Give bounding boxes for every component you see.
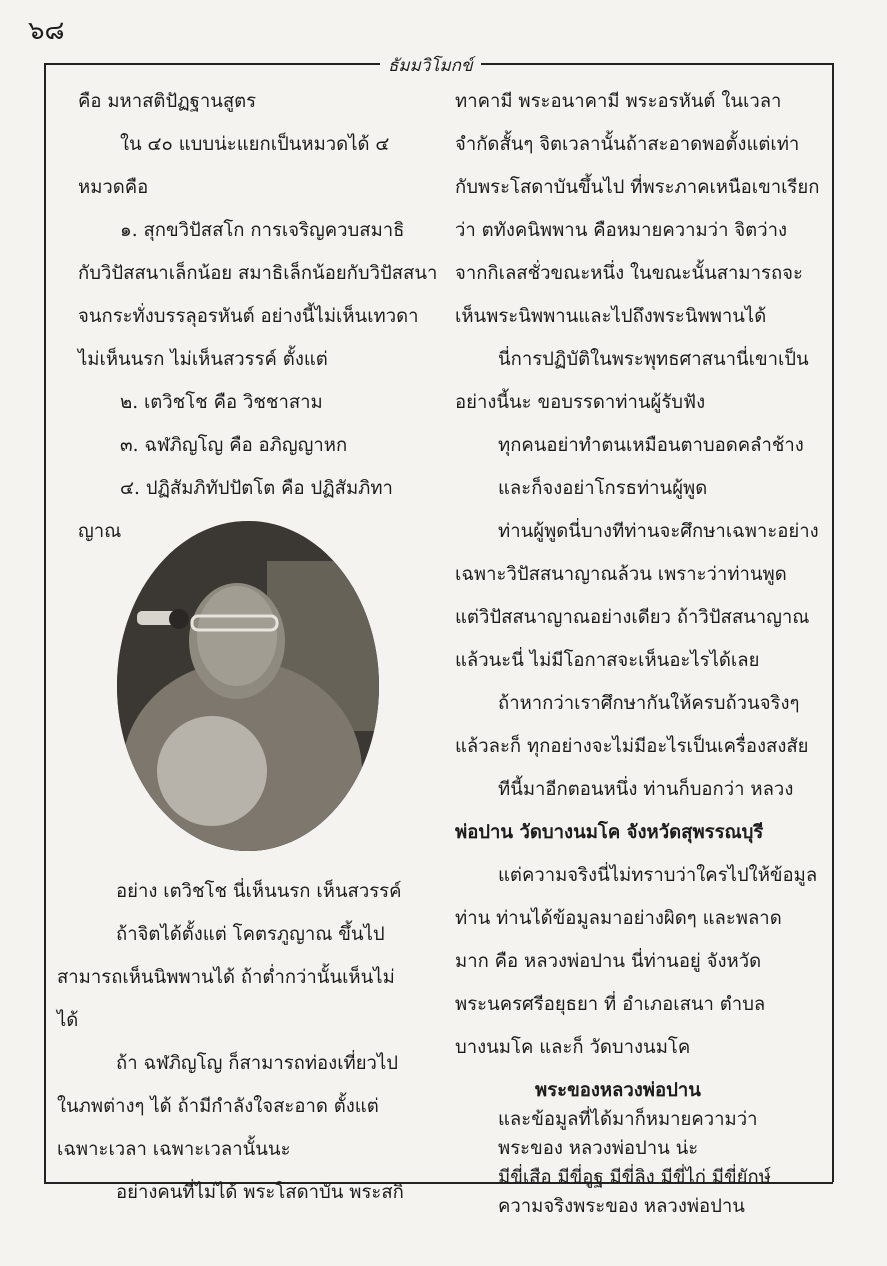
left-line-15: ได้ — [57, 1010, 79, 1031]
right-line-8: อย่างนี้นะ ขอบรรดาท่านผู้รับฟัง — [455, 392, 706, 413]
left-line-8: ๒. เตวิชโช คือ วิชชาสาม — [120, 392, 323, 413]
right-line-13: แต่วิปัสสนาญาณอย่างเดียว ถ้าวิปัสสนาญาณ — [455, 607, 810, 628]
right-line-4: ว่า ตทังคนิพพาน คือหมายความว่า จิตว่าง — [455, 220, 787, 241]
right-line-16: แล้วละก็ ทุกอย่างจะไม่มีอะไรเป็นเครื่องสงสัย — [455, 736, 809, 757]
left-line-11: ญาณ — [78, 521, 122, 542]
right-line-2: จำกัดสั้นๆ จิตเวลานั้นถ้าสะอาดพอตั้งแต่เท่า — [455, 134, 800, 155]
left-line-16: ถ้า ฉฬภิญโญ ก็สามารถท่องเที่ยวไป — [116, 1053, 398, 1074]
left-line-17: ในภพต่างๆ ได้ ถ้ามีกำลังใจสะอาด ตั้งแต่ — [57, 1096, 379, 1117]
page-number: ๖๘ — [28, 16, 65, 46]
right-line-10: และก็จงอย่าโกรธท่านผู้พูด — [498, 478, 708, 499]
right-line-11: ท่านผู้พูดนี่บางทีท่านจะศึกษาเฉพาะอย่าง — [498, 521, 819, 542]
left-line-7: ไม่เห็นนรก ไม่เห็นสวรรค์ ตั้งแต่ — [78, 349, 328, 370]
right-line-17: ทีนี้มาอีกตอนหนึ่ง ท่านก็บอกว่า หลวง — [498, 779, 794, 800]
left-line-10: ๔. ปฏิสัมภิทัปปัตโต คือ ปฏิสัมภิทา — [120, 478, 393, 499]
right-line-21: มาก คือ หลวงพ่อปาน นี่ท่านอยู่ จังหวัด — [455, 951, 762, 972]
right-heading: พระของหลวงพ่อปาน — [535, 1080, 701, 1101]
left-line-2: ใน ๔๐ แบบน่ะแยกเป็นหมวดได้ ๔ — [120, 134, 390, 155]
right-line-27: มีขี่เสือ มีขี่อูฐ มีขี่ลิง มีขี่ไก่ มีขี่ยักษ์ — [498, 1167, 771, 1188]
left-line-9: ๓. ฉฬภิญโญ คือ อภิญญาหก — [120, 435, 348, 456]
right-line-19: แต่ความจริงนี่ไม่ทราบว่าใครไปให้ข้อมูล — [498, 865, 818, 886]
right-line-5: จากกิเลสชั่วขณะหนึ่ง ในขณะนั้นสามารถจะ — [455, 263, 803, 284]
left-line-18: เฉพาะเวลา เฉพาะเวลานั้นนะ — [57, 1139, 291, 1160]
left-line-3: หมวดคือ — [78, 177, 149, 198]
right-line-26: พระของ หลวงพ่อปาน น่ะ — [498, 1138, 699, 1159]
right-line-25: และข้อมูลที่ได้มาก็หมายความว่า — [498, 1109, 758, 1130]
right-line-1: ทาคามี พระอนาคามี พระอรหันต์ ในเวลา — [455, 91, 782, 112]
right-line-23: บางนมโค และก็ วัดบางนมโค — [455, 1037, 691, 1058]
right-line-18: พ่อปาน วัดบางนมโค จังหวัดสุพรรณบุรี — [455, 822, 764, 843]
right-line-14: แล้วนะนี่ ไม่มีโอกาสจะเห็นอะไรได้เลย — [455, 650, 760, 671]
right-line-7: นี่การปฏิบัติในพระพุทธศาสนานี่เขาเป็น — [498, 349, 809, 370]
left-line-1: คือ มหาสติปัฏฐานสูตร — [78, 91, 257, 112]
left-line-6: จนกระทั่งบรรลุอรหันต์ อย่างนี้ไม่เห็นเทวดา — [78, 306, 419, 327]
right-line-22: พระนครศรีอยุธยา ที่ อำเภอเสนา ตำบล — [455, 994, 766, 1015]
right-line-28: ความจริงพระของ หลวงพ่อปาน — [498, 1196, 745, 1217]
left-line-14: สามารถเห็นนิพพานได้ ถ้าต่ำกว่านั้นเห็นไม่ — [57, 967, 395, 988]
left-line-4: ๑. สุกขวิปัสสโก การเจริญควบสมาธิ — [120, 220, 405, 241]
portrait-photo — [117, 521, 379, 851]
right-line-12: เฉพาะวิปัสสนาญาณล้วน เพราะว่าท่านพูด — [455, 564, 787, 585]
right-line-3: กับพระโสดาบันขึ้นไป ที่พระภาคเหนือเขาเรียก — [455, 177, 820, 198]
left-line-5: กับวิปัสสนาเล็กน้อย สมาธิเล็กน้อยกับวิปัสสนา — [78, 263, 438, 284]
left-line-12: อย่าง เตวิชโช นี่เห็นนรก เห็นสวรรค์ — [116, 881, 402, 902]
right-line-9: ทุกคนอย่าทำตนเหมือนตาบอดคลำช้าง — [498, 435, 804, 456]
left-line-13: ถ้าจิตได้ตั้งแต่ โคตรภูญาณ ขึ้นไป — [116, 924, 385, 945]
left-line-19: อย่างคนที่ไม่ได้ พระโสดาบัน พระสกิ — [116, 1182, 404, 1203]
running-header: ธัมมวิโมกข์ — [380, 52, 481, 79]
right-line-20: ท่าน ท่านได้ข้อมูลมาอย่างผิดๆ และพลาด — [455, 908, 782, 929]
portrait-icon — [117, 521, 379, 851]
right-line-6: เห็นพระนิพพานและไปถึงพระนิพพานได้ — [455, 306, 767, 327]
right-line-15: ถ้าหากว่าเราศึกษากันให้ครบถ้วนจริงๆ — [498, 693, 800, 714]
